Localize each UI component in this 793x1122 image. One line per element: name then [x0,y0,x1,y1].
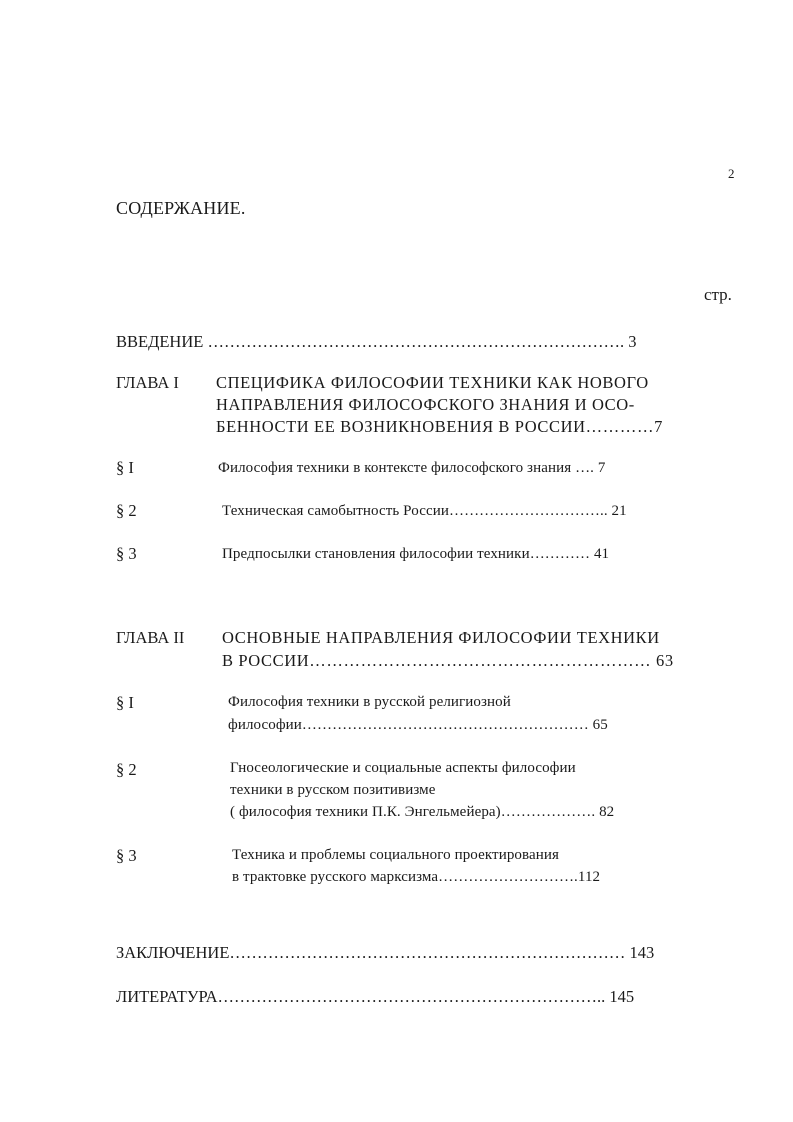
chapter-1-title-line-3: БЕННОСТИ ЕЕ ВОЗНИКНОВЕНИЯ В РОССИИ…………7 [216,417,663,436]
page-column-label: стр. [704,285,732,304]
section-2-1-title-line-1: Философия техники в русской религиозной [228,694,511,710]
section-1-3-title: Предпосылки становления философии техники………… 41 [222,546,610,562]
section-2-3-title-line-2: в трактовке русского марксизма……………………….112 [232,869,601,885]
section-2-1-title-line-2: философии………………………………………………… 65 [228,717,608,733]
section-1-2-mark: § 2 [116,501,137,520]
toc-entry-introduction: ВВЕДЕНИЕ …………………………………………………………………. 3 [116,332,637,351]
toc-title: СОДЕРЖАНИЕ. [116,198,246,218]
section-2-2-title-line-3: ( философия техники П.К. Энгельмейера)………………. 82 [230,804,615,820]
chapter-2-title-line-2: В РОССИИ…………………………………………………… 63 [222,651,674,670]
section-2-3-mark: § 3 [116,846,137,865]
section-2-2-mark: § 2 [116,760,137,779]
section-2-2-title-line-1: Гносеологические и социальные аспекты философии [230,760,576,776]
chapter-1-title-line-2: НАПРАВЛЕНИЯ ФИЛОСОФСКОГО ЗНАНИЯ И ОСО- [216,395,635,414]
chapter-2-label: ГЛАВА II [116,628,185,647]
toc-entry-conclusion: ЗАКЛЮЧЕНИЕ……………………………………………………………… 143 [116,943,655,962]
toc-entry-literature: ЛИТЕРАТУРА…………………………………………………………….. 145 [116,987,635,1006]
page-number: 2 [728,166,735,181]
section-2-3-title-line-1: Техника и проблемы социального проектирования [232,847,560,863]
section-2-1-mark: § I [116,693,134,712]
chapter-2-title-line-1: ОСНОВНЫЕ НАПРАВЛЕНИЯ ФИЛОСОФИИ ТЕХНИКИ [222,628,660,647]
section-1-2-title: Техническая самобытность России………………………….. 21 [222,503,627,519]
section-1-1-title: Философия техники в контексте философского знания …. 7 [218,460,606,476]
section-1-3-mark: § 3 [116,544,137,563]
section-2-2-title-line-2: техники в русском позитивизме [230,782,436,798]
chapter-1-title-line-1: СПЕЦИФИКА ФИЛОСОФИИ ТЕХНИКИ КАК НОВОГО [216,373,649,392]
section-1-1-mark: § I [116,458,134,477]
chapter-1-label: ГЛАВА I [116,373,179,392]
